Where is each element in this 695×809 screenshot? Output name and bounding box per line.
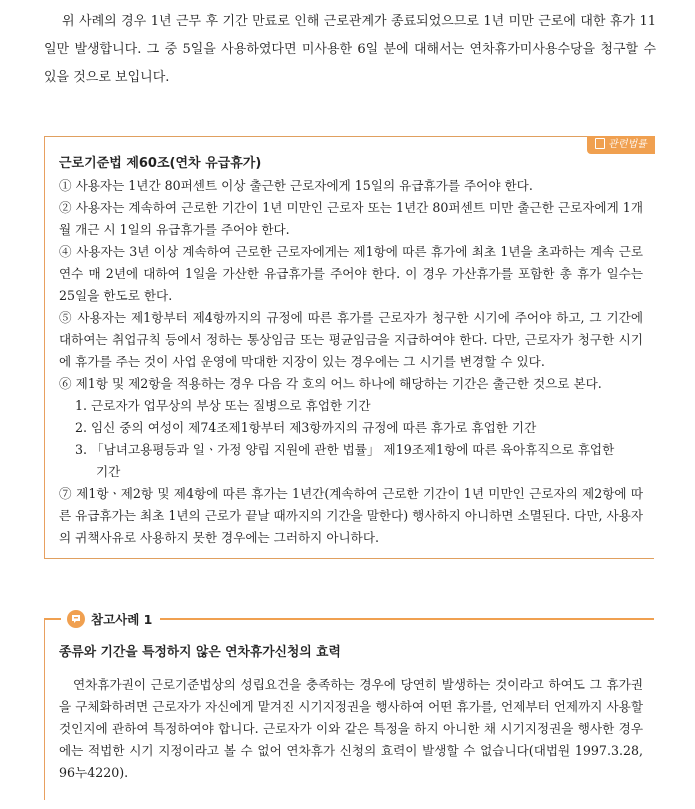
law-clause-5: ⑤ 사용자는 제1항부터 제4항까지의 규정에 따른 휴가를 근로자가 청구한 시기에 주어야 하고, 그 기간에 대하여는 취업규칙 등에서 정하는 통상임금 또는 평균임금을 지급하여야 한다. 다만, 근로자가 청구한 시기에 휴가를 주는 것이 사업 운영에 막대한 지장이 있는 경우에는 그 시기를 변경할 수 있다. bbox=[59, 310, 643, 369]
intro-paragraph: 위 사례의 경우 1년 근무 후 기간 만료로 인해 근로관계가 종료되었으므로 1년 미만 근로에 대한 휴가 11일만 발생합니다. 그 중 5일을 사용하였다면 미사용한 6일 분에 대해서는 연차휴가미사용수당을 청구할 수 있을 것으로 보입니다. bbox=[44, 14, 656, 85]
law-clause-6: ⑥ 제1항 및 제2항을 적용하는 경우 다음 각 호의 어느 하나에 해당하는 기간은 출근한 것으로 본다. bbox=[59, 376, 602, 391]
law-title: 근로기준법 제60조(연차 유급휴가) bbox=[59, 156, 262, 171]
law-clause-1: ① 사용자는 1년간 80퍼센트 이상 출근한 근로자에게 15일의 유급휴가를 주어야 한다. bbox=[59, 178, 533, 193]
reference-case-label: 참고사례 1 bbox=[91, 612, 153, 627]
law-clause-2: ② 사용자는 계속하여 근로한 기간이 1년 미만인 근로자 또는 1년간 80퍼센트 미만 출근한 근로자에게 1개월 개근 시 1일의 유급휴가를 주어야 한다. bbox=[59, 200, 643, 237]
related-law-box bbox=[44, 136, 654, 559]
related-law-tag bbox=[587, 136, 655, 154]
law-clause-4: ④ 사용자는 3년 이상 계속하여 근로한 근로자에게는 제1항에 따른 휴가에 최초 1년을 초과하는 계속 근로 연수 매 2년에 대하여 1일을 가산한 유급휴가를 주어야 한다. 이 경우 가산휴가를 포함한 총 휴가 일수는 25일을 한도로 한다. bbox=[59, 244, 643, 303]
reference-case-header bbox=[61, 609, 160, 629]
reference-case-box bbox=[44, 612, 654, 800]
reference-case-content bbox=[59, 642, 643, 784]
reference-case-body: 연차휴가권이 근로기준법상의 성립요건을 충족하는 경우에 당연히 발생하는 것이라고 하여도 그 휴가권을 구체화하려면 근로자가 자신에게 맡겨진 시기지정권을 행사하여 어떤 휴가를, 언제부터 언제까지 사용할 것인지에 관하여 특정하여야 합니다. 근로자가 이와 같은 특정을 하지 아니한 채 시기지정권을 행사한 경우에는 적법한 시기 지정이라고 볼 수 없어 연차휴가 신청의 효력이 발생할 수 없습니다(대법원 1997.3.28, 96누4220). bbox=[59, 677, 643, 780]
law-sub-item-3-continued: 기간 bbox=[96, 464, 121, 479]
related-law-tag-label: 관련법률 bbox=[608, 139, 647, 150]
law-clause-7: ⑦ 제1항ㆍ제2항 및 제4항에 따른 휴가는 1년간(계속하여 근로한 기간이 1년 미만인 근로자의 제2항에 따른 유급휴가는 최초 1년의 근로가 끝날 때까지의 기간을 말한다) 행사하지 아니하면 소멸된다. 다만, 사용자의 귀책사유로 사용하지 못한 경우에는 그러하지 아니하다. bbox=[59, 486, 643, 545]
law-sub-item-3: 3. 「남녀고용평등과 일ㆍ가정 양립 지원에 관한 법률」 제19조제1항에 따른 육아휴직으로 휴업한 bbox=[75, 442, 615, 457]
law-sub-item-2: 2. 임신 중의 여성이 제74조제1항부터 제3항까지의 규정에 따른 휴가로 휴업한 기간 bbox=[75, 420, 537, 435]
related-law-content bbox=[59, 153, 643, 549]
intro-paragraph-block bbox=[44, 8, 656, 92]
speech-bubble-icon bbox=[67, 610, 85, 628]
law-sub-item-1: 1. 근로자가 업무상의 부상 또는 질병으로 휴업한 기간 bbox=[75, 398, 371, 413]
document-icon bbox=[595, 138, 605, 149]
reference-case-title: 종류와 기간을 특정하지 않은 연차휴가신청의 효력 bbox=[59, 645, 341, 660]
